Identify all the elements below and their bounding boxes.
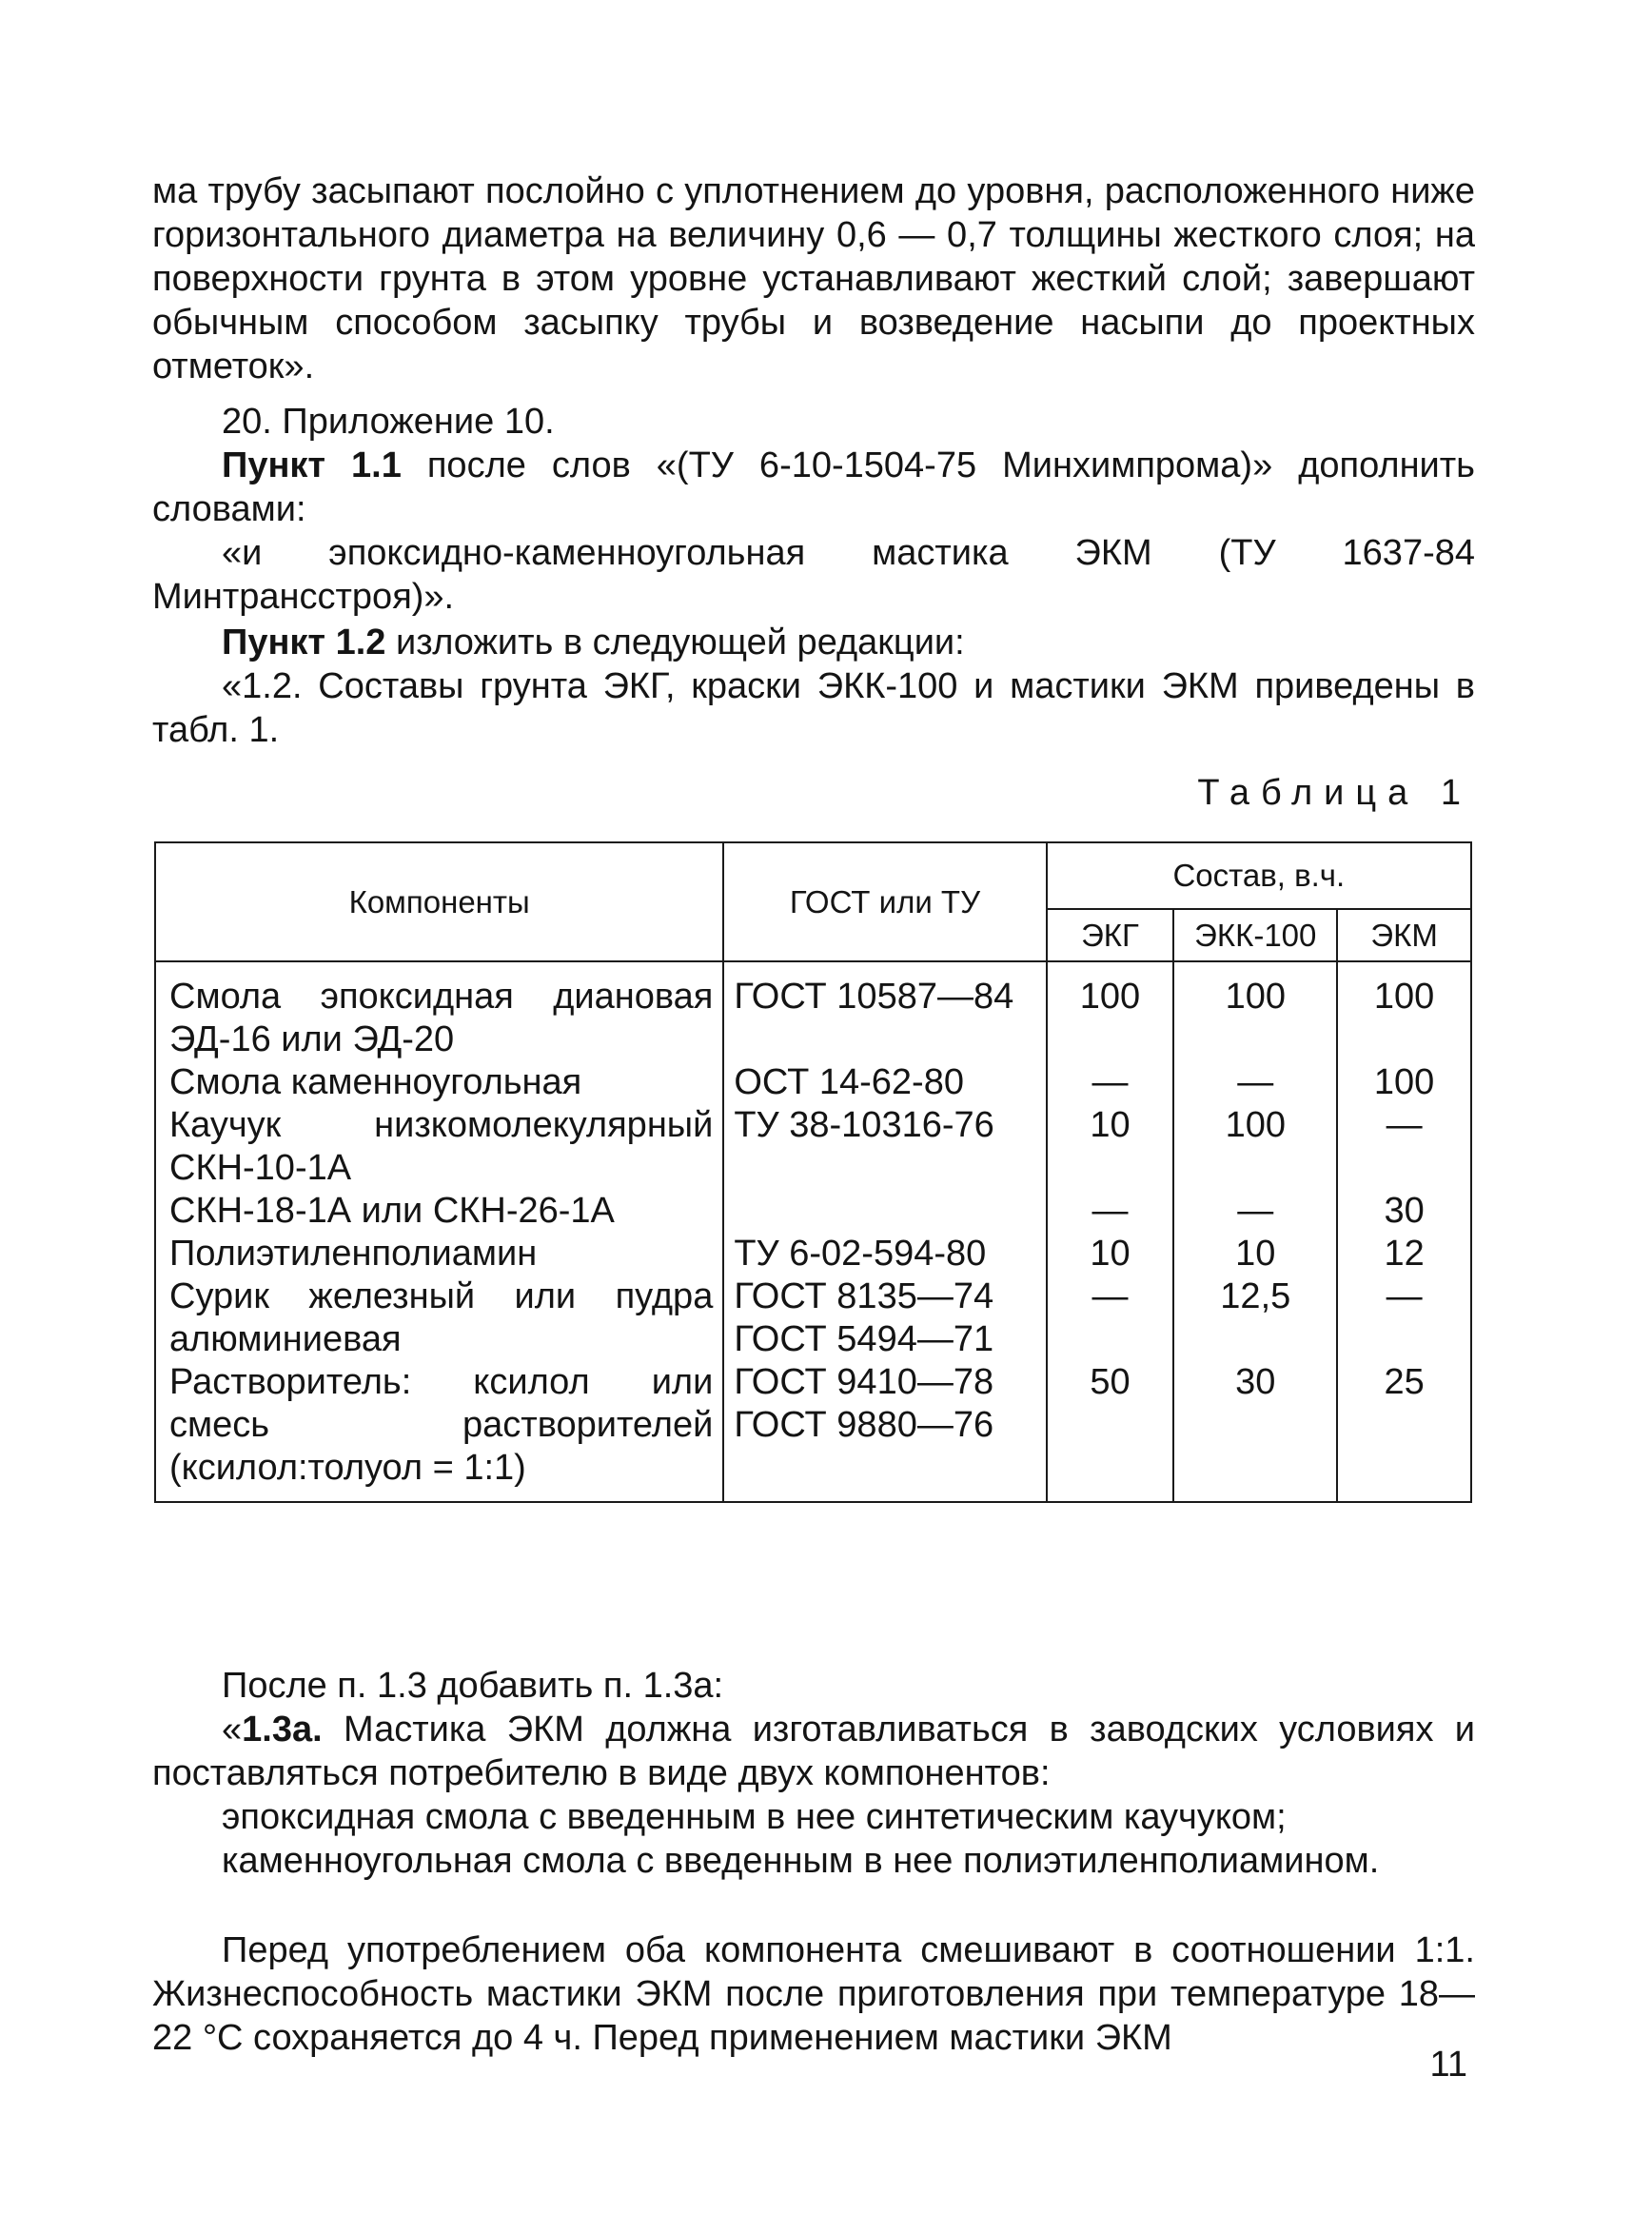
table-caption: Таблица 1 <box>1197 773 1472 813</box>
composition-table <box>154 841 1472 1503</box>
page-number: 11 <box>1429 2045 1467 2085</box>
cell-ekk: 100 <box>1173 961 1337 1061</box>
paragraph-item-1-3a <box>152 1708 1475 1795</box>
table-row <box>155 1061 1471 1104</box>
table-row <box>155 1190 1471 1233</box>
header-composition: Состав, в.ч. <box>1047 842 1471 909</box>
table-row <box>155 1361 1471 1502</box>
table-row <box>155 1233 1471 1275</box>
header-components: Компоненты <box>155 842 723 961</box>
cell-ekm: 12 <box>1337 1233 1471 1275</box>
cell-gost-line: ГОСТ 9880—76 <box>734 1405 994 1445</box>
item-1-3a-text: Мастика ЭКМ должна изготавливаться в заводских условиях и поставляться потребителю в виде двух компонентов: <box>152 1710 1475 1793</box>
paragraph-compositions: «1.2. Составы грунта ЭКГ, краски ЭКК-100 и мастики ЭКМ приведены в табл. 1. <box>152 666 1475 750</box>
cell-component: Смола каменноугольная <box>155 1061 723 1104</box>
cell-ekk: 30 <box>1173 1361 1337 1502</box>
cell-ekm: 100 <box>1337 961 1471 1061</box>
header-ekm: ЭКМ <box>1337 909 1471 961</box>
cell-gost-line: ГОСТ 8135—74 <box>734 1276 994 1316</box>
table-row <box>155 961 1471 1061</box>
cell-gost: ОСТ 14-62-80 <box>723 1061 1046 1104</box>
cell-ekk: 100 <box>1173 1104 1337 1190</box>
cell-ekg: — <box>1047 1275 1174 1361</box>
cell-ekg: 50 <box>1047 1361 1174 1502</box>
paragraph-quote-ekm: «и эпоксидно-каменноугольная мастика ЭКМ (ТУ 1637-84 Минтрансстроя)». <box>152 533 1475 617</box>
item-1-2-text: изложить в следующей редакции: <box>385 623 965 662</box>
cell-gost-line: ГОСТ 5494—71 <box>734 1319 994 1359</box>
table-row <box>155 1104 1471 1190</box>
header-ekk: ЭКК-100 <box>1173 909 1337 961</box>
cell-ekm: 25 <box>1337 1361 1471 1502</box>
paragraph-coal-resin: каменноугольная смола с введенным в нее полиэтиленполиамином. <box>222 1841 1380 1881</box>
cell-component: Полиэтиленполиамин <box>155 1233 723 1275</box>
header-ekg: ЭКГ <box>1047 909 1174 961</box>
paragraph-mixing: Перед употреблением оба компонента смешивают в соотношении 1:1. Жизнеспособность мастики ЭКМ после приготовления при температуре 18—22 °С сохраняется до 4 ч. Перед применением мастики ЭКМ <box>152 1930 1475 2058</box>
cell-ekm: 100 <box>1337 1061 1471 1104</box>
cell-ekg: — <box>1047 1190 1174 1233</box>
table-row <box>155 1275 1471 1361</box>
cell-ekk: — <box>1173 1190 1337 1233</box>
paragraph-item-1-1 <box>152 444 1475 531</box>
paragraph-intro: ма трубу засыпают послойно с уплотнением до уровня, расположенного ниже горизонтального диаметра на величину 0,6 — 0,7 толщины жесткого слоя; на поверхности грунта в этом уровне устанавливают жесткий слой; завершают обычным способом засыпку трубы и возведение насыпи до проектных отметок». <box>152 171 1475 386</box>
item-1-1-label: Пункт 1.1 <box>222 445 402 485</box>
cell-component: Сурик железный или пудра алюминиевая <box>155 1275 723 1361</box>
cell-gost: ГОСТ 10587—84 <box>723 961 1046 1061</box>
paragraph-epoxy-resin: эпоксидная смола с введенным в нее синтетическим каучуком; <box>222 1797 1287 1837</box>
cell-gost-line: ГОСТ 9410—78 <box>734 1362 994 1402</box>
cell-component: СКН-18-1А или СКН-26-1А <box>155 1190 723 1233</box>
paragraph-item-1-2 <box>152 621 1475 664</box>
cell-ekm: 30 <box>1337 1190 1471 1233</box>
cell-gost <box>723 1190 1046 1233</box>
cell-ekk: 12,5 <box>1173 1275 1337 1361</box>
item-1-3a-label: 1.3а. <box>242 1710 323 1750</box>
cell-ekm: — <box>1337 1275 1471 1361</box>
paragraph-after-1-3: После п. 1.3 добавить п. 1.3а: <box>222 1666 724 1706</box>
item-1-1-text: после слов «(ТУ 6-10-1504-75 Минхимпрома)» дополнить словами: <box>152 445 1475 529</box>
cell-ekg: 100 <box>1047 961 1174 1061</box>
cell-ekg: — <box>1047 1061 1174 1104</box>
header-gost: ГОСТ или ТУ <box>723 842 1046 961</box>
item-1-3a-quote: « <box>222 1710 243 1750</box>
cell-gost: ТУ 38-10316-76 <box>723 1104 1046 1190</box>
cell-ekg: 10 <box>1047 1104 1174 1190</box>
cell-gost <box>723 1361 1046 1502</box>
cell-gost: ТУ 6-02-594-80 <box>723 1233 1046 1275</box>
cell-ekg: 10 <box>1047 1233 1174 1275</box>
cell-ekm: — <box>1337 1104 1471 1190</box>
cell-ekk: 10 <box>1173 1233 1337 1275</box>
item-1-2-label: Пункт 1.2 <box>222 623 386 662</box>
cell-ekk: — <box>1173 1061 1337 1104</box>
cell-gost <box>723 1275 1046 1361</box>
cell-component: Смола эпоксидная диановая ЭД-16 или ЭД-20 <box>155 961 723 1061</box>
paragraph-appendix: 20. Приложение 10. <box>222 402 555 442</box>
cell-component: Растворитель: ксилол или смесь растворителей (ксилол:толуол = 1:1) <box>155 1361 723 1502</box>
cell-component: Каучук низкомолекулярный СКН-10-1А <box>155 1104 723 1190</box>
